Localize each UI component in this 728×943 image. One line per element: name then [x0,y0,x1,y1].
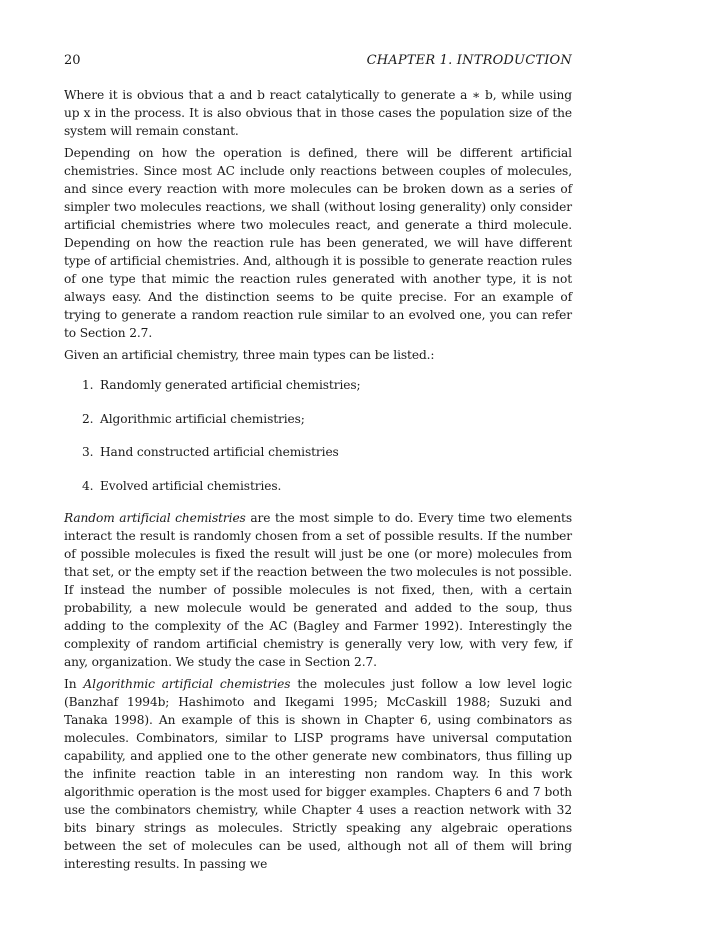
list-item [82,477,572,495]
page-number: 20 [64,53,81,68]
paragraph-5-prefix: In [64,676,84,691]
list-item-number: 2. [82,411,94,426]
list-item [82,410,572,428]
page [64,50,572,877]
paragraph-4-text: are the most simple to do. Every time two elements interact the result is randomly chosen from a set of possible results. If the number of possible molecules is fixed the result will just be one (or more) molecules from that set, or the empty set if the reaction between the two molecules is not possible. If instead the number of possible molecules is not fixed, then, with a certain probability, a new molecule would be generated and added to the soup, thus adding to the complexity of the AC (Bagley and Farmer 1992). Interestingly the complexity of random artificial chemistry is generally very low, with very few, if any, organization. We study the case in Section 2.7. [64,510,572,669]
list-item [82,443,572,461]
paragraph-5 [64,675,572,873]
list-item-number: 4. [82,478,94,493]
chapter-title: CHAPTER 1. INTRODUCTION [366,53,572,68]
paragraph-5-text: the molecules just follow a low level logic (Banzhaf 1994b; Hashimoto and Ikegami 1995; McCaskill 1988; Suzuki and Tanaka 1998). An example of this is shown in Chapter 6, using combinators as molecules. Combinators, similar to LISP programs have universal computation capability, and applied one to the other generate new combinators, thus filling up the infinite reaction table in an interesting non random way. In this work algorithmic operation is the most used for bigger examples. Chapters 6 and 7 both use the combinators chemistry, while Chapter 4 uses a reaction network with 32 bits binary strings as molecules. Strictly speaking any algebraic operations between the set of molecules can be used, although not all of them will bring interesting results. In passing we [64,676,573,871]
paragraph-3: Given an artificial chemistry, three main types can be listed.: [64,348,435,362]
list-item-text: Evolved artificial chemistries. [100,478,282,493]
term-algorithmic-ac: Algorithmic artificial chemistries [83,676,291,691]
list-item-text: Algorithmic artificial chemistries; [100,411,305,426]
list-item-text: Hand constructed artificial chemistries [100,445,339,459]
list-item-number: 3. [82,445,94,459]
chemistry-types-list [64,376,572,495]
running-header [64,50,572,72]
paragraph-4 [64,509,572,671]
list-item [82,376,572,394]
list-item-number: 1. [82,378,94,392]
body-text [64,86,572,873]
term-random-ac: Random artificial chemistries [64,510,246,525]
list-item-text: Randomly generated artificial chemistries; [100,378,361,392]
paragraph-1: Where it is obvious that a and b react catalytically to generate a ∗ b, while using up x in the process. It is also obvious that in those cases the population size of the system will remain constant. [64,88,572,138]
paragraph-2: Depending on how the operation is defined, there will be different artificial chemistries. Since most AC include only reactions between couples of molecules, and since every reaction with more molecules can be broken down as a series of simpler two molecules reactions, we shall (without losing generality) only consider artificial chemistries where two molecules react, and generate a third molecule. Depending on how the reaction rule has been generated, we will have different type of artificial chemistries. And, although it is possible to generate reaction rules of one type that mimic the reaction rules generated with another type, it is not always easy. And the distinction seems to be quite precise. For an example of trying to generate a random reaction rule similar to an evolved one, you can refer to Section 2.7. [64,146,572,340]
